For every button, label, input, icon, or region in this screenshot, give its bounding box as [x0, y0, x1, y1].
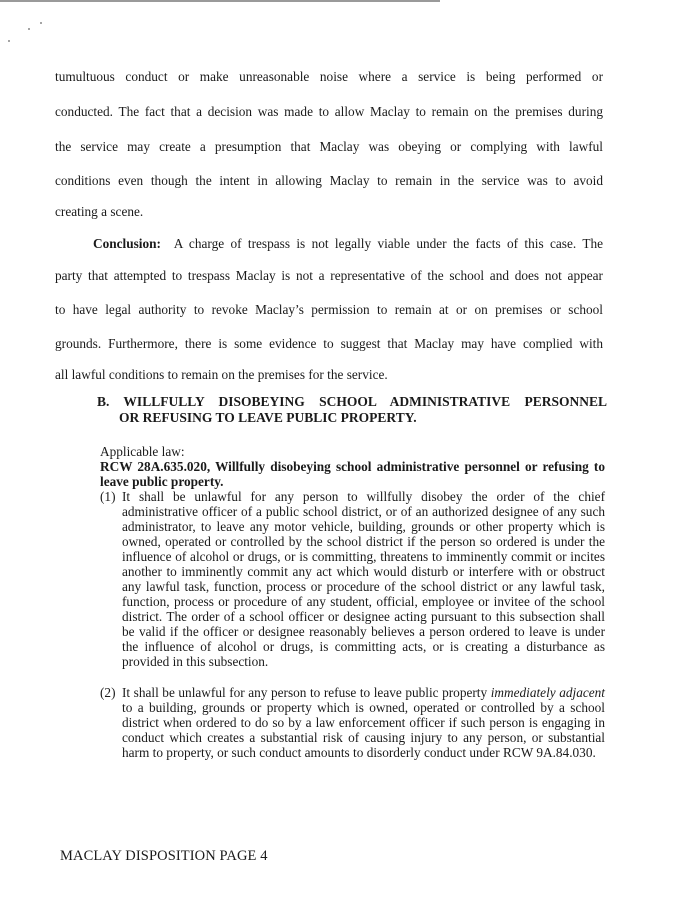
applicable-law-label: Applicable law: — [100, 444, 185, 459]
text-line: grounds. Furthermore, there is some evidence to suggest that Maclay may have complied with — [55, 336, 603, 351]
subsection-text: to a building, grounds or property which is owned, operated or controlled by a school district when ordered to do so by a law enforcement officer if such person is engaging in conduct which creates a substantial risk of causing injury to any person, or substantial harm to property, or such conduct amounts to disorderly conduct under RCW 9A.84.030. — [122, 700, 605, 760]
conclusion-label: Conclusion: — [93, 236, 161, 251]
text-line: creating a scene. — [55, 204, 144, 219]
text-line: tumultuous conduct or make unreasonable noise where a service is being performed or — [55, 69, 603, 84]
text-line: to have legal authority to revoke Maclay’s permission to remain at or on premises or school — [55, 302, 603, 317]
text-line: A charge of trespass is not legally viable under the facts of this case. The — [173, 236, 603, 251]
text-line: party that attempted to trespass Maclay is not a representative of the school and does not appear — [55, 268, 603, 283]
statute-title: RCW 28A.635.020, Willfully disobeying school administrative personnel or refusing to leave public property. — [100, 459, 605, 489]
subsection-number: (2) — [100, 685, 116, 700]
statute-subsection-2 — [100, 685, 605, 760]
text-line: the service may create a presumption that Maclay was obeying or complying with lawful — [55, 139, 603, 154]
applicable-law-block — [100, 444, 605, 760]
subsection-text: It shall be unlawful for any person to willfully disobey the order of the chief administrative officer of a public school district, or of an authorized designee of any such administrator, to leave any motor vehicle, building, grounds or other property which is owned, operated or controlled by the school district if the person so ordered is under the influence of alcohol or drugs, or is committing, threatens to imminently commit or incites another to imminently commit any act which would disturb or interfere with or obstruct any lawful task, function, process or procedure of the school district or any lawful task, function, process or procedure of any student, official, employee or invitee of the school district. The order of a school officer or designee acting pursuant to this subsection shall be valid if the officer or designee reasonably believes a person ordered to leave is under the influence of alcohol or drugs, is committing acts, or is creating a disturbance as provided in this subsection. — [122, 489, 605, 669]
subsection-number: (1) — [100, 489, 116, 504]
subsection-emphasis: immediately adjacent — [490, 685, 605, 700]
section-heading-b — [97, 394, 607, 426]
statute-subsection-1 — [100, 489, 605, 669]
section-heading-line: OR REFUSING TO LEAVE PUBLIC PROPERTY. — [119, 410, 417, 425]
page-footer: MACLAY DISPOSITION PAGE 4 — [60, 848, 268, 864]
text-line: all lawful conditions to remain on the premises for the service. — [55, 367, 388, 382]
section-heading-line: B. WILLFULLY DISOBEYING SCHOOL ADMINISTRATIVE PERSONNEL — [97, 394, 607, 409]
conclusion-first-line — [55, 236, 603, 252]
text-line: conditions even though the intent in allowing Maclay to remain in the service was to avoid — [55, 173, 603, 188]
text-line: conducted. The fact that a decision was made to allow Maclay to remain on the premises during — [55, 104, 603, 119]
subsection-text: It shall be unlawful for any person to refuse to leave public property — [122, 685, 491, 700]
